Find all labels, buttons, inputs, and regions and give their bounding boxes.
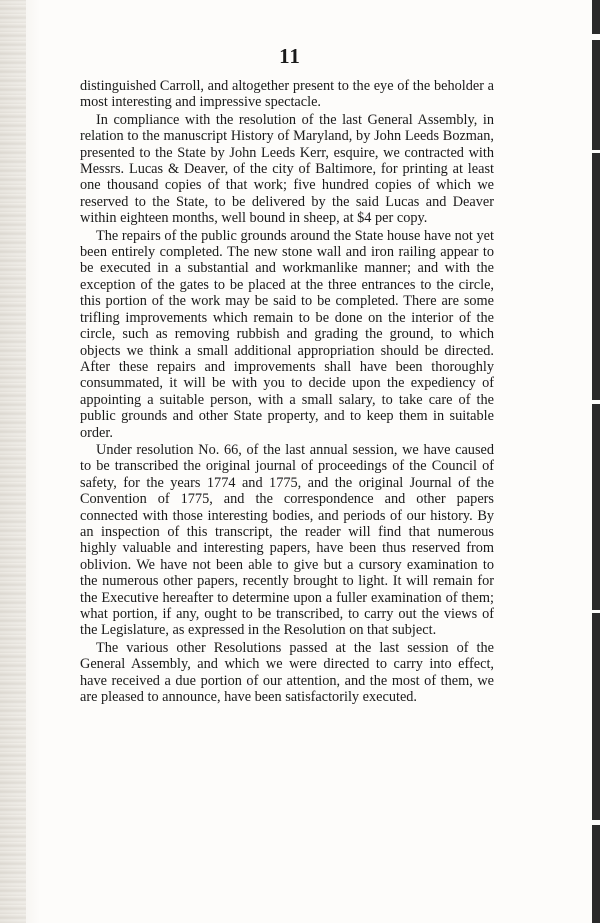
body-text bbox=[80, 78, 494, 705]
page-edge bbox=[592, 0, 600, 923]
paragraph-history-of-maryland: In compliance with the resolution of the last General Assembly, in relation to the manuscript History of Maryland, by John Leeds Bozman, presented to the State by John Leeds Kerr, esquire, we contracted with Messrs. Lucas & Deaver, of the city of Baltimore, for printing at least one thousand copies of that work; five hundred copies of which we reserved to the State, to be delivered by the said Lucas and Deaver within eighteen months, well bound in sheep, at $4 per copy. bbox=[80, 111, 494, 227]
page-binding-shadow bbox=[0, 0, 26, 923]
paragraph-continuation: distinguished Carroll, and altogether present to the eye of the beholder a most interesting and impressive spectacle. bbox=[80, 78, 494, 111]
page-number: 11 bbox=[279, 44, 301, 68]
paragraph-public-grounds: The repairs of the public grounds around the State house have not yet been entirely completed. The new stone wall and iron railing appear to be executed in a substantial and workmanlike manner; and with the exception of the gates to be placed at the three entrances to the circle, this portion of the work may be said to be completed. There are some trifling improvements which remain to be done on the interior of the circle, such as removing rubbish and grading the ground, to which objects we think a small additional appropriation should be directed. After these repairs and improvements shall have been thoroughly consummated, it will be with you to decide upon the expediency of appointing a suitable person, with a small salary, to take care of the public grounds and other State property, and to keep them in suitable order. bbox=[80, 227, 494, 441]
paragraph-other-resolutions: The various other Resolutions passed at the last session of the General Assembly, and which we were directed to carry into effect, have received a due portion of our attention, and the most of them, we are pleased to announce, have been satisfactorily executed. bbox=[80, 639, 494, 706]
paragraph-council-of-safety: Under resolution No. 66, of the last annual session, we have caused to be transcribed the original journal of proceedings of the Council of safety, for the years 1774 and 1775, and the original Journal of the Convention of 1775, and the correspondence and other papers connected with those interesting bodies, and periods of our history. By an inspection of this transcript, the reader will find that numerous highly valuable and interesting papers, have been thus reserved from oblivion. We have not been able to give but a cursory examination to the numerous other papers, recently brought to light. It will remain for the Executive hereafter to determine upon a fuller examination of them; what portion, if any, ought to be transcribed, to carry out the views of the Legislature, as expressed in the Resolution on that subject. bbox=[80, 441, 494, 639]
